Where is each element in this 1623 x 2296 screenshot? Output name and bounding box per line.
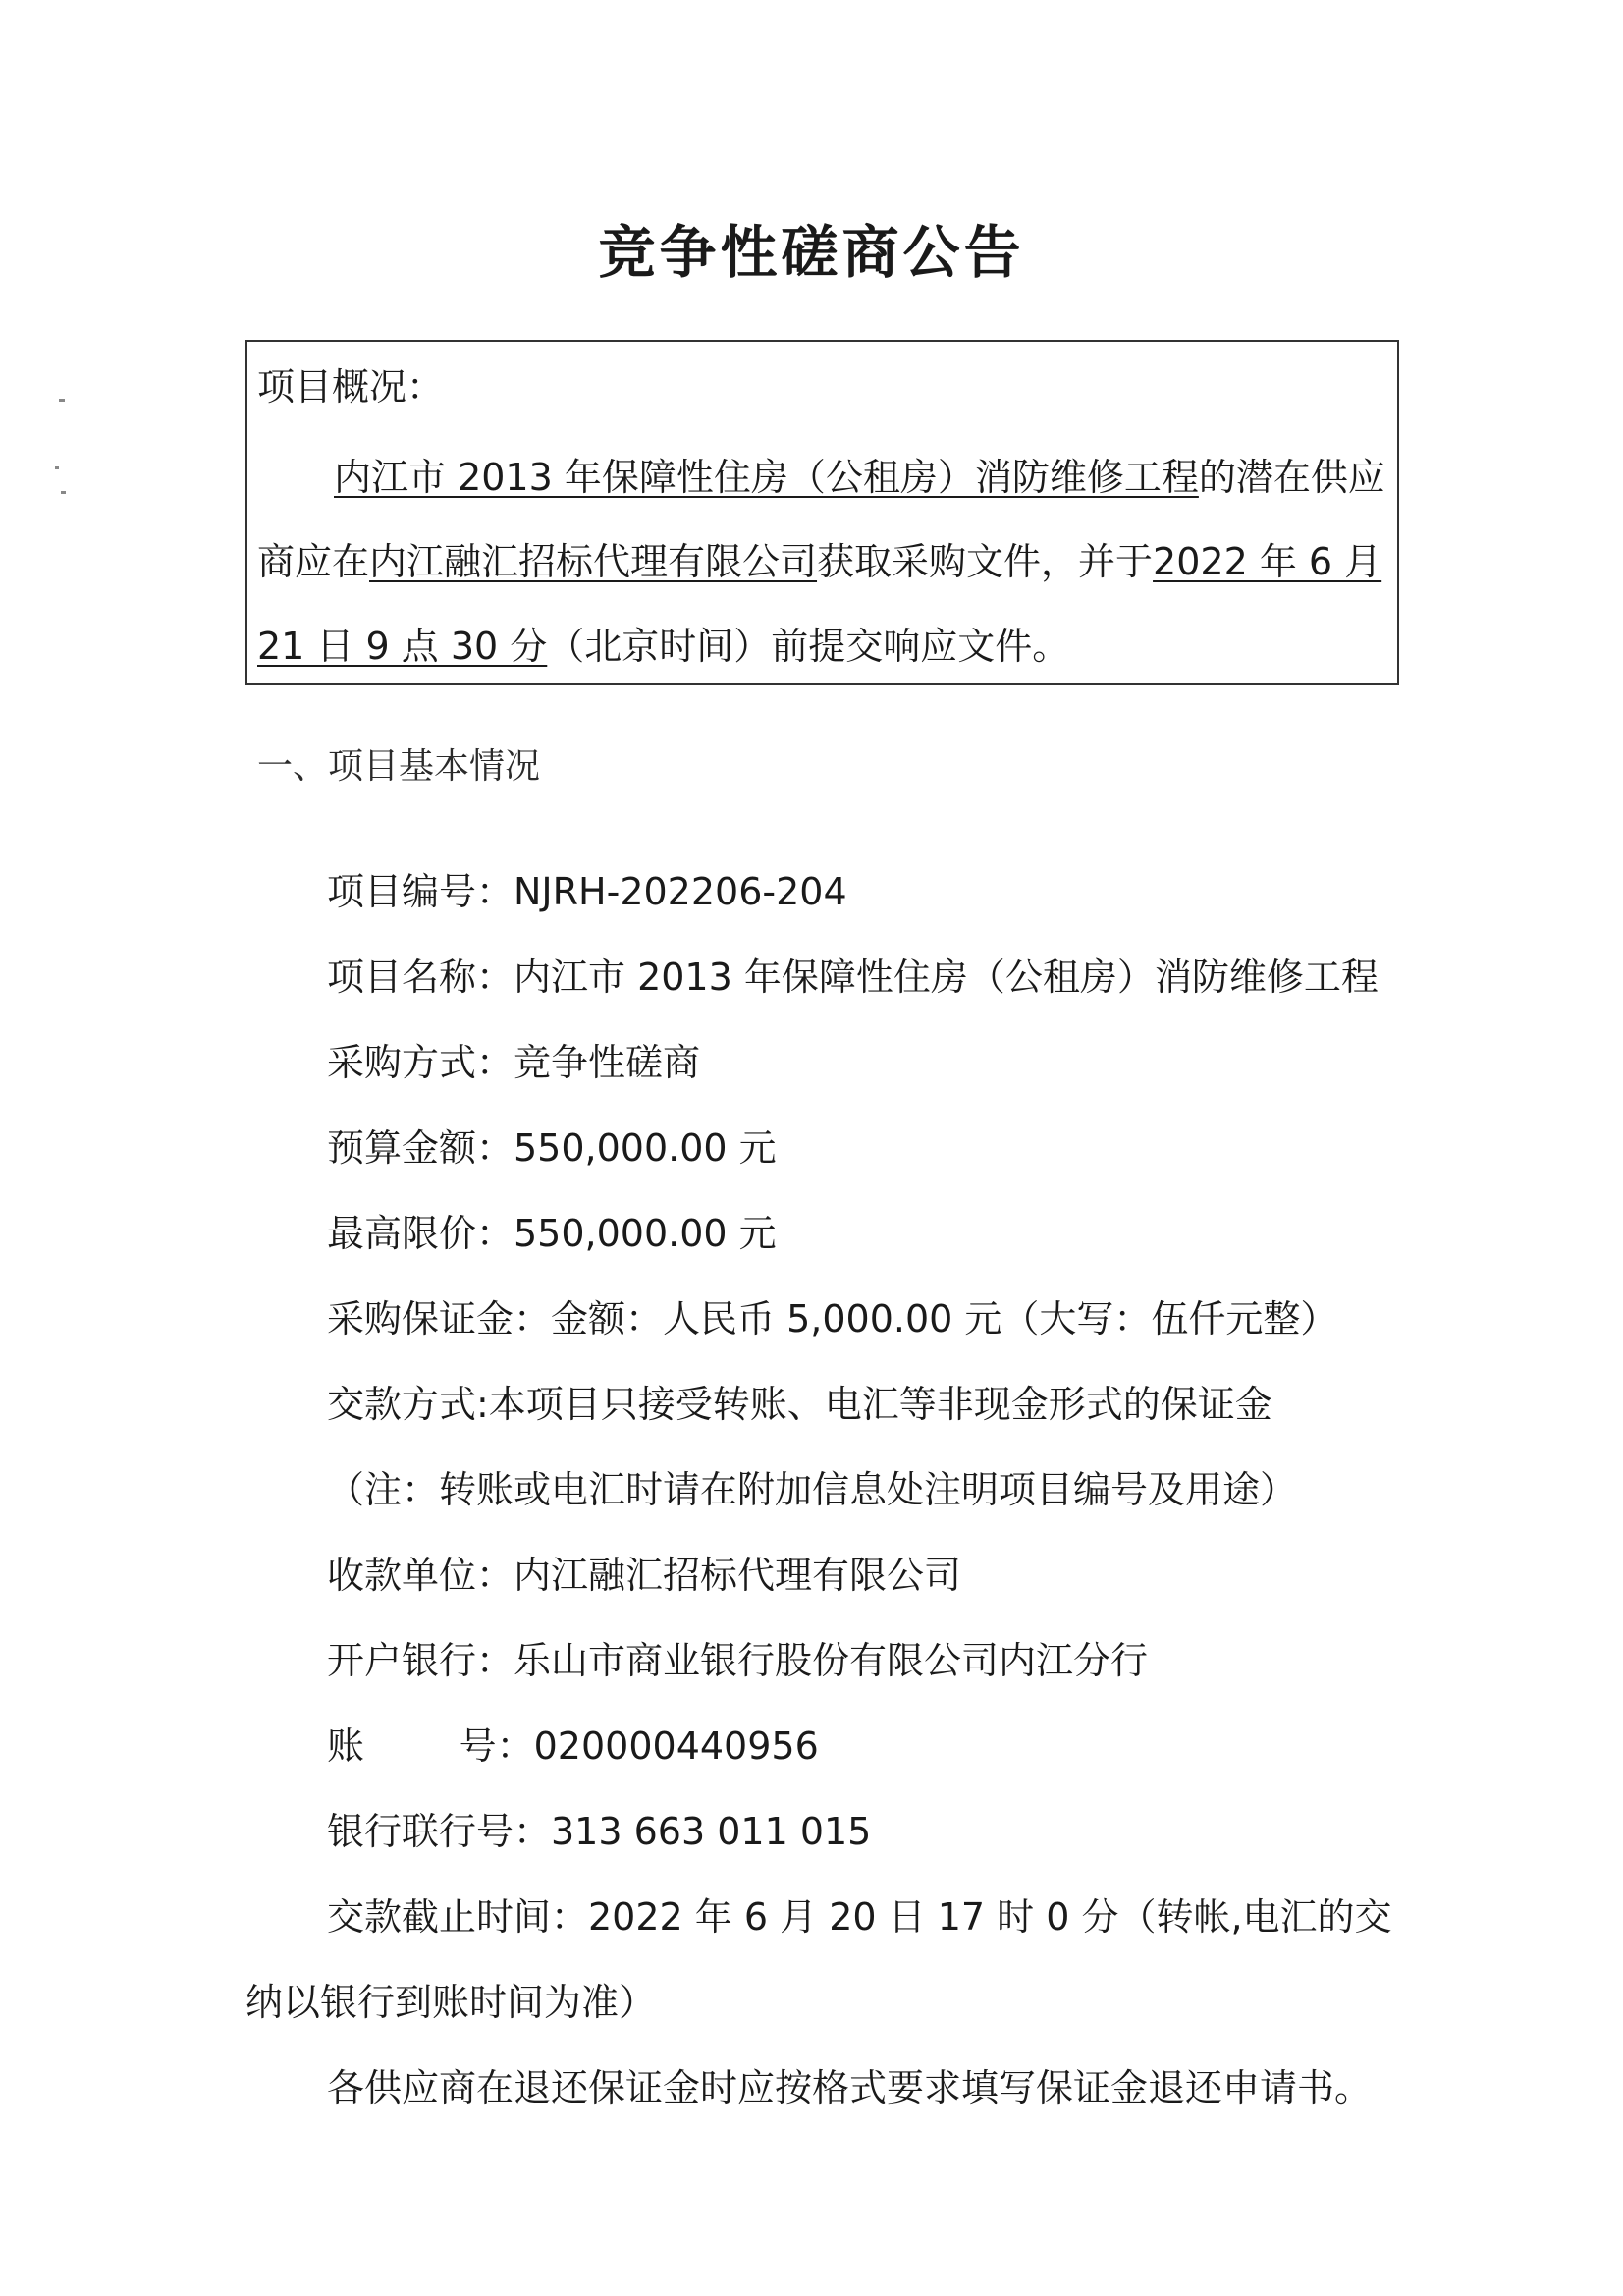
info-project-number: 项目编号：NJRH-202206-204 [327,870,847,913]
scan-speck [61,491,66,494]
info-account-number: 账 号：020000440956 [327,1724,819,1768]
info-budget: 预算金额：550,000.00 元 [327,1126,777,1170]
section-heading: 一、项目基本情况 [257,746,541,787]
deadline-line-1: 交款截止时间：2022 年 6 月 20 日 17 时 0 分（转帐,电汇的交 [327,1895,1392,1939]
info-payment-note: （注：转账或电汇时请在附加信息处注明项目编号及用途） [327,1468,1298,1511]
overview-line-1 [334,452,1385,503]
info-procurement-method: 采购方式：竞争性磋商 [327,1041,701,1084]
document-title: 竞争性磋商公告 [598,219,1025,286]
overview-line-3 [257,621,1069,672]
info-payee: 收款单位：内江融汇招标代理有限公司 [327,1554,962,1597]
info-project-name: 项目名称：内江市 2013 年保障性住房（公租房）消防维修工程 [327,956,1379,999]
scan-speck [59,399,65,402]
overview-text: 商应在 [257,540,370,583]
info-bank: 开户银行：乐山市商业银行股份有限公司内江分行 [327,1639,1149,1682]
overview-line-2 [257,536,1381,587]
info-deposit: 采购保证金：金额：人民币 5,000.00 元（大写：伍仟元整） [327,1297,1338,1340]
project-name-underlined: 内江市 2013 年保障性住房（公租房）消防维修工程 [334,456,1199,499]
overview-text: 的潜在供应 [1198,456,1385,499]
overview-text: 获取采购文件，并于 [817,540,1154,583]
overview-text: （北京时间）前提交响应文件。 [547,625,1070,668]
agency-underlined: 内江融汇招标代理有限公司 [369,540,818,583]
info-max-price: 最高限价：550,000.00 元 [327,1212,777,1255]
info-payment-method: 交款方式:本项目只接受转账、电汇等非现金形式的保证金 [327,1383,1272,1426]
refund-note: 各供应商在退还保证金时应按格式要求填写保证金退还申请书。 [327,2066,1373,2109]
time-underlined: 21 日 9 点 30 分 [257,625,548,668]
date-underlined: 2022 年 6 月 [1153,540,1382,583]
deadline-line-2: 纳以银行到账时间为准） [245,1981,657,2024]
overview-label: 项目概况： [257,365,445,409]
info-bank-code: 银行联行号：313 663 011 015 [327,1810,872,1853]
scan-speck [55,466,59,469]
